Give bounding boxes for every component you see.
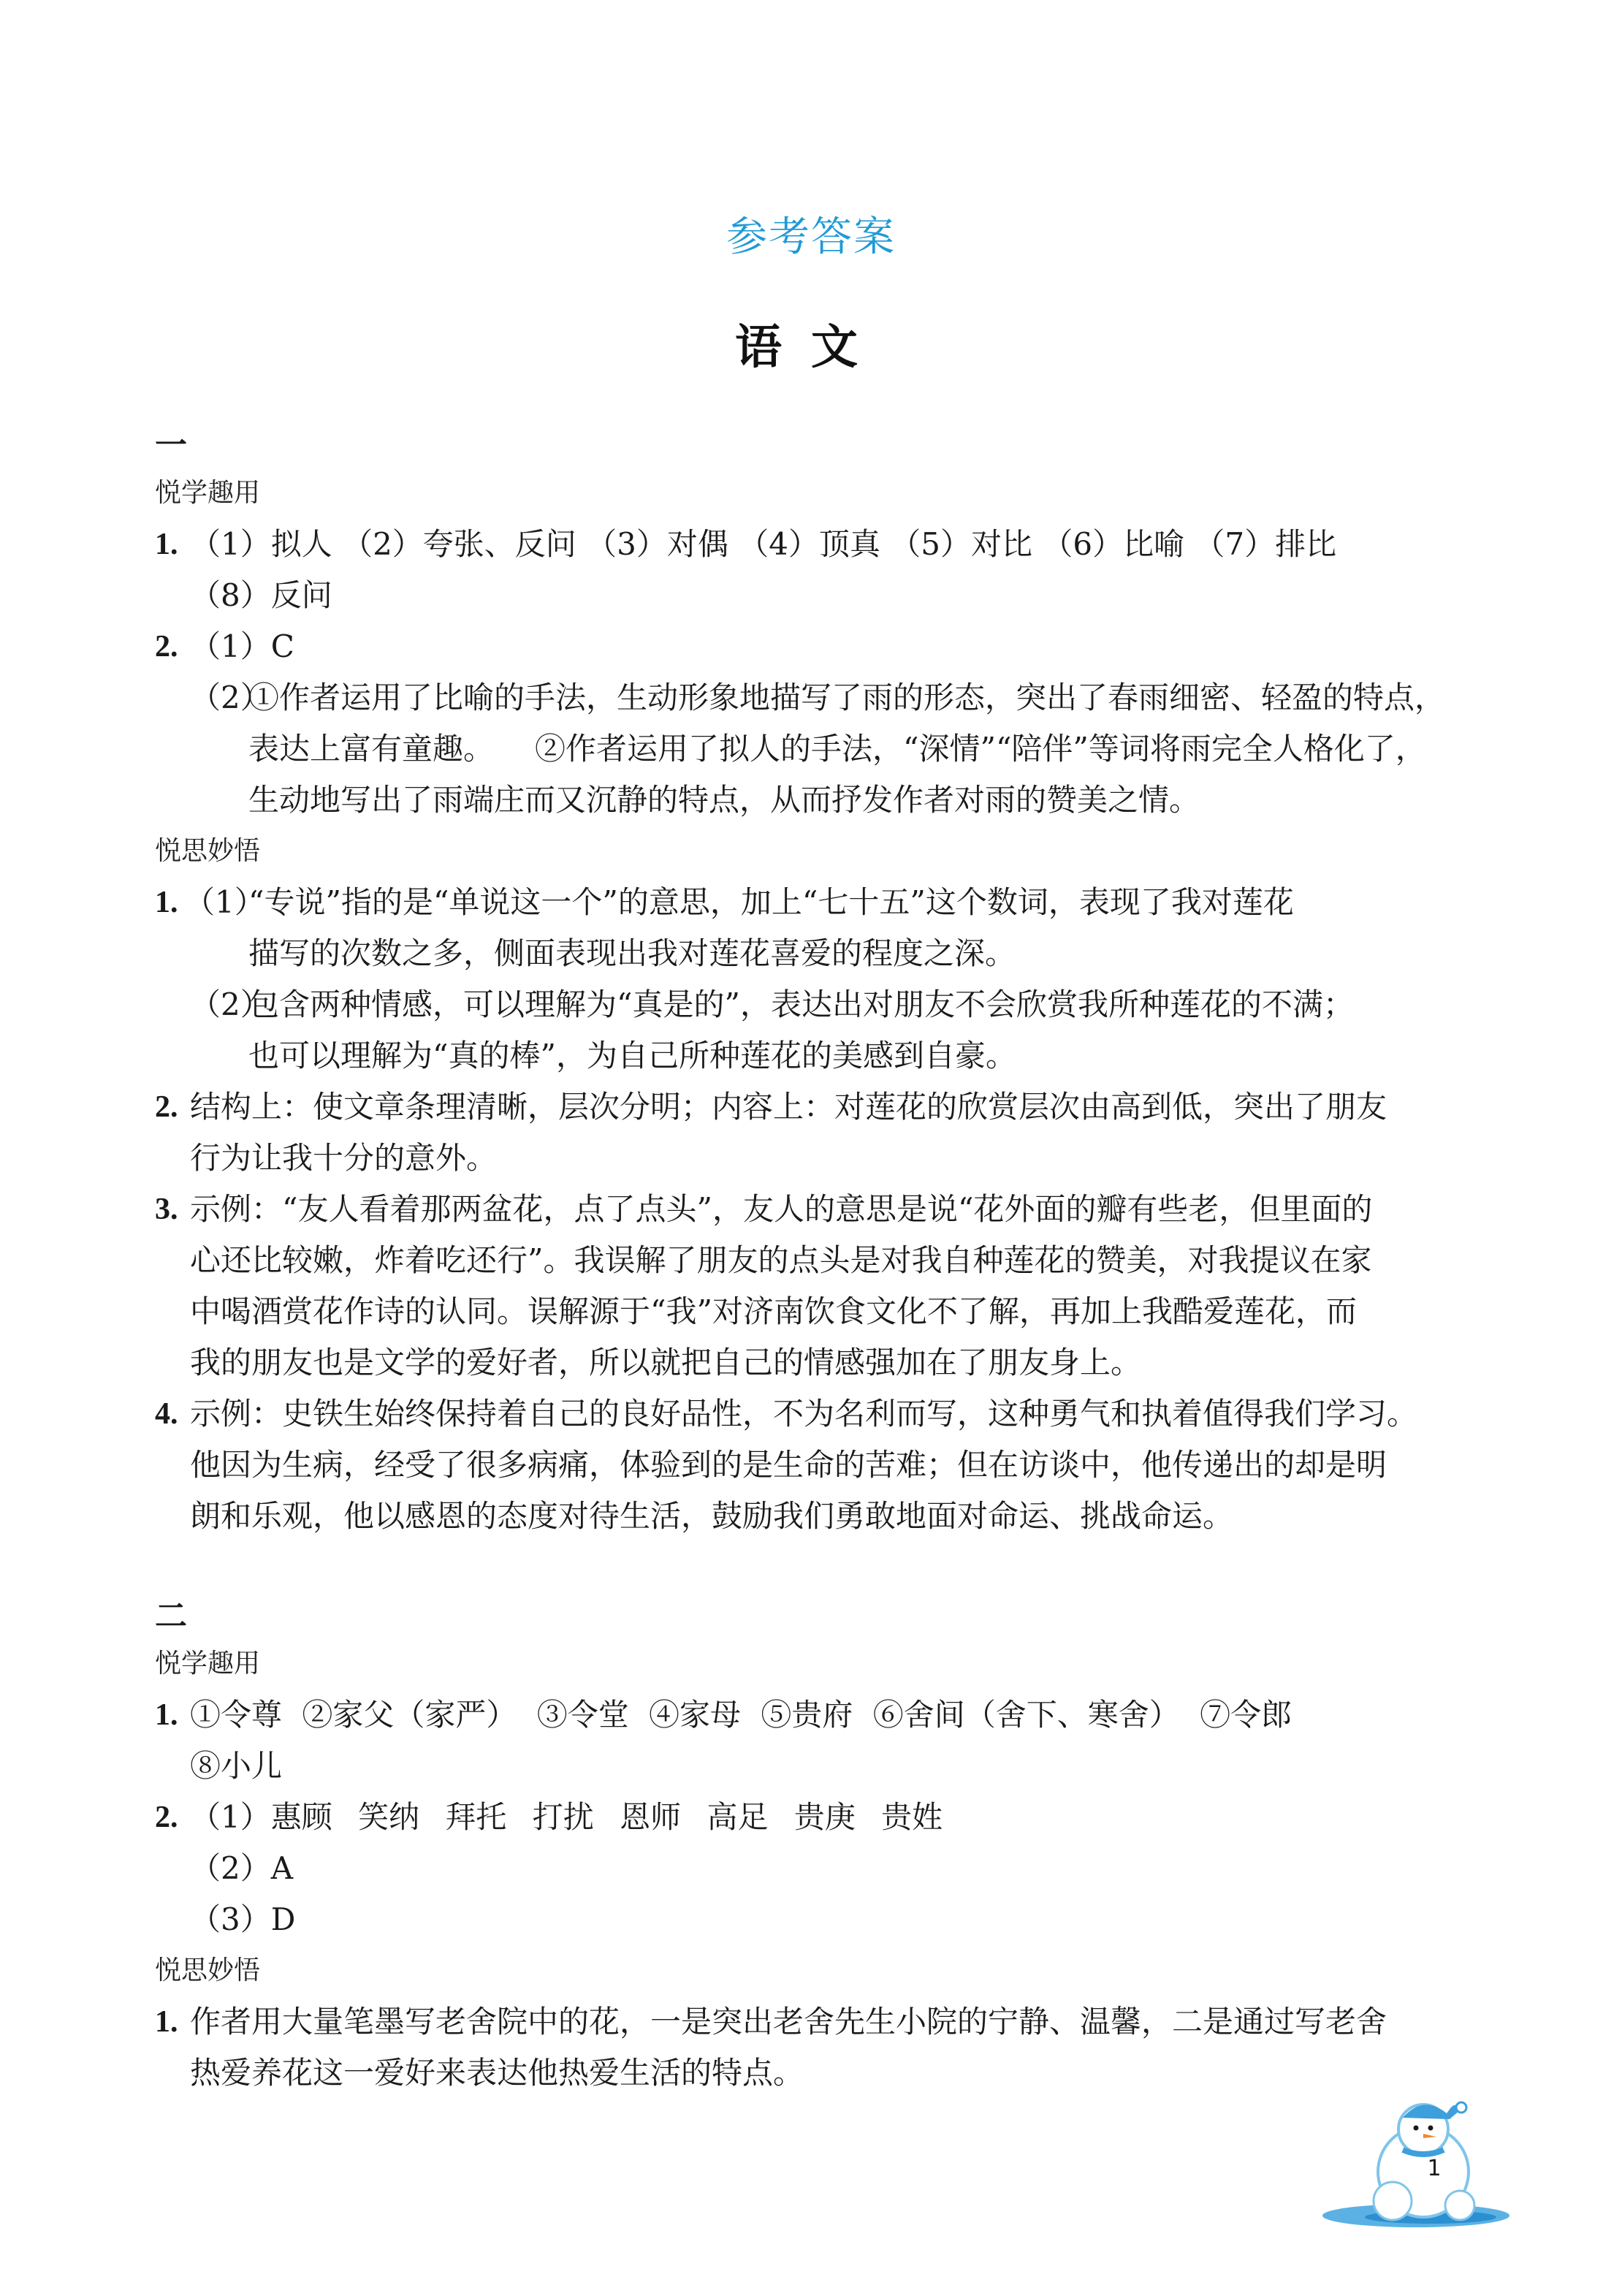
section-heading: 悦学趣用 — [155, 478, 261, 508]
item-number: 2. — [155, 630, 178, 664]
sub-answer — [155, 877, 1470, 979]
part-number: 一 — [155, 427, 187, 464]
answer-item — [155, 1184, 1470, 1388]
answer-line: 作者用大量笔墨写老舍院中的花，一是突出老舍先生小院的宁静、温馨，二是通过写老舍 — [190, 2004, 1387, 2040]
answer-item — [155, 1082, 1470, 1184]
sub-label: （1） — [184, 884, 265, 920]
item-number: 1. — [155, 886, 178, 919]
snowman-mascot-icon — [1321, 2091, 1518, 2230]
answer-line: 他因为生病，经受了很多病痛，体验到的是生命的苦难；但在访谈中，他传递出的却是明 — [190, 1447, 1387, 1483]
answer-line: 心还比较嫩，炸着吃还行”。我误解了朋友的点头是对我自种莲花的赞美，对我提议在家 — [190, 1242, 1372, 1278]
item-number: 2. — [155, 1801, 178, 1834]
answer-text: ②作者运用了拟人的手法，“深情”“陪伴”等词将雨完全人格化了， — [535, 731, 1426, 767]
answer-item — [155, 519, 1470, 621]
item-number: 1. — [155, 2005, 178, 2039]
answer-item — [155, 1792, 1470, 1945]
answer-line: ⑧小儿 — [190, 1748, 283, 1784]
answer-line: ①作者运用了比喻的手法，生动形象地描写了雨的形态，突出了春雨细密、轻盈的特点， — [248, 680, 1446, 715]
sub-label: （2） — [190, 680, 271, 715]
answer-line: （2）A — [190, 1850, 294, 1886]
section-heading: 悦思妙悟 — [155, 836, 261, 866]
answer-line: （3）D — [190, 1901, 296, 1937]
answer-line: 朗和乐观，他以感恩的态度对待生活，鼓励我们勇敢地面对命运、挑战命运。 — [190, 1498, 1234, 1534]
page-number: 1 — [1427, 2156, 1442, 2181]
page-title: 参考答案 — [726, 213, 896, 261]
item-number: 4. — [155, 1397, 178, 1431]
answer-text: 表达上富有童趣。 — [248, 731, 495, 767]
item-number: 1. — [155, 1698, 178, 1732]
answer-content — [155, 424, 1470, 2099]
answer-line: 我的朋友也是文学的爱好者，所以就把自己的情感强加在了朋友身上。 — [190, 1345, 1142, 1380]
answer-line: 热爱养花这一爱好来表达他热爱生活的特点。 — [190, 2055, 804, 2091]
answer-item — [155, 1689, 1470, 1792]
answer-line: 中喝酒赏花作诗的认同。误解源于“我”对济南饮食文化不了解，再加上我酷爱莲花，而 — [190, 1293, 1357, 1329]
answer-line: 描写的次数之多，侧面表现出我对莲花喜爱的程度之深。 — [248, 935, 1016, 971]
answer-item — [155, 1388, 1470, 1542]
answer-line: （1）C — [190, 628, 294, 664]
answer-line: （1）拟人 （2）夸张、反问 （3）对偶 （4）顶真 （5）对比 （6）比喻 （7）排比 — [190, 526, 1337, 562]
item-number: 3. — [155, 1193, 178, 1226]
section-heading: 悦思妙悟 — [155, 1955, 261, 1985]
answer-line: （8）反问 — [190, 577, 332, 613]
item-number: 1. — [155, 528, 178, 561]
subject-title: 语文 — [735, 320, 887, 375]
part-number: 二 — [155, 1597, 187, 1635]
answer-line: 行为让我十分的意外。 — [190, 1140, 498, 1176]
answer-line: ①令尊 ②家父（家严） ③令堂 ④家母 ⑤贵府 ⑥舍间（舍下、寒舍） ⑦令郎 — [190, 1697, 1292, 1733]
section-heading: 悦学趣用 — [155, 1649, 261, 1679]
answer-line: 示例：“友人看着那两盆花，点了点头”，友人的意思是说“花外面的瓣有些老，但里面的 — [190, 1191, 1373, 1227]
answer-line: 结构上：使文章条理清晰，层次分明；内容上：对莲花的欣赏层次由高到低，突出了朋友 — [190, 1089, 1387, 1125]
answer-line: （1）惠顾 笑纳 拜托 打扰 恩师 高足 贵庚 贵姓 — [190, 1799, 943, 1835]
answer-line: 示例：史铁生始终保持着自己的良好品性，不为名利而写，这种勇气和执着值得我们学习。 — [190, 1396, 1418, 1432]
answer-line: 生动地写出了雨端庄而又沉静的特点，从而抒发作者对雨的赞美之情。 — [248, 782, 1200, 818]
answer-line: “专说”指的是“单说这一个”的意思，加上“七十五”这个数词，表现了我对莲花 — [248, 884, 1294, 920]
sub-answer — [155, 979, 1470, 1082]
answer-line: 包含两种情感，可以理解为“真是的”，表达出对朋友不会欣赏我所种莲花的不满； — [248, 987, 1354, 1022]
answer-line: 也可以理解为“真的棒”，为自己所种莲花的美感到自豪。 — [248, 1038, 1016, 1073]
sub-answer — [155, 672, 1470, 826]
sub-label: （2） — [190, 987, 271, 1022]
answer-item — [155, 621, 1470, 672]
answer-item — [155, 1996, 1470, 2099]
item-number: 2. — [155, 1090, 178, 1124]
answer-line — [248, 723, 1470, 775]
